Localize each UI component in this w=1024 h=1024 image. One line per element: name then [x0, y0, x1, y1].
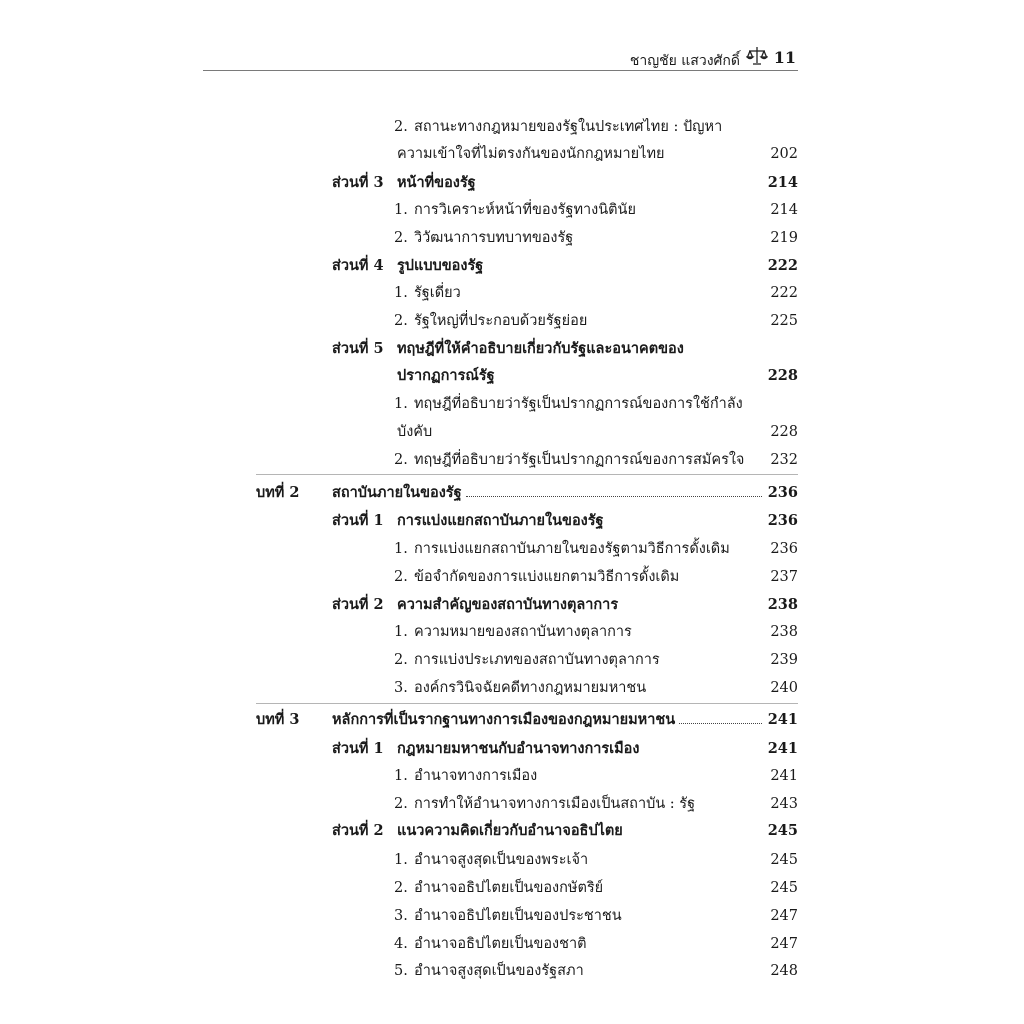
toc-item-row [0, 537, 1024, 561]
dot-leader [466, 496, 762, 497]
item-title: ข้อจำกัดของการแบ่งแยกตามวิธีการดั้งเดิม [414, 569, 680, 585]
toc-item-row [0, 226, 1024, 250]
chapter-title: หลักการที่เป็นรากฐานทางการเมืองของกฎหมายมหาชน [332, 711, 676, 728]
chapter-label: บทที่ 2 [256, 484, 300, 501]
item-title: การวิเคราะห์หน้าที่ของรัฐทางนิตินัย [414, 202, 636, 218]
item-title-continued: บังคับ [397, 424, 433, 440]
item-title: ทฤษฎีที่อธิบายว่ารัฐเป็นปรากฏการณ์ของการสมัครใจ [414, 452, 745, 468]
toc-section-row [0, 819, 1024, 843]
section-title: กฎหมายมหาชนกับอำนาจทางการเมือง [397, 740, 640, 757]
toc-chapter-row [0, 481, 1024, 505]
item-title: การแบ่งประเภทของสถาบันทางตุลาการ [414, 652, 660, 668]
chapter-divider [256, 703, 798, 704]
page-number: 202 [770, 146, 798, 162]
toc-item-row [0, 620, 1024, 644]
item-number: 4. [394, 936, 408, 952]
toc-item-row [0, 309, 1024, 333]
item-title: อำนาจอธิปไตยเป็นของชาติ [414, 936, 587, 952]
page-number: 237 [770, 569, 798, 585]
page-number: 11 [773, 48, 796, 67]
section-title: รูปแบบของรัฐ [397, 257, 484, 274]
page-number: 247 [770, 936, 798, 952]
item-number: 2. [394, 880, 408, 896]
section-title: ทฤษฎีที่ให้คำอธิบายเกี่ยวกับรัฐและอนาคตของ [397, 340, 684, 357]
section-title: ความสำคัญของสถาบันทางตุลาการ [397, 596, 619, 613]
toc-item-row [0, 281, 1024, 305]
item-number: 2. [394, 230, 408, 246]
page-number: 232 [770, 452, 798, 468]
item-title: วิวัฒนาการบทบาทของรัฐ [414, 230, 574, 246]
page-number: 219 [770, 230, 798, 246]
item-title-continued: ความเข้าใจที่ไม่ตรงกันของนักกฎหมายไทย [397, 146, 665, 162]
page-number: 248 [770, 963, 798, 979]
item-title: การแบ่งแยกสถาบันภายในของรัฐตามวิธีการดั้งเดิม [414, 541, 730, 557]
section-label: ส่วนที่ 2 [332, 596, 384, 613]
item-title: รัฐเดี่ยว [414, 285, 461, 301]
item-number: 1. [394, 285, 408, 301]
item-title: ทฤษฎีที่อธิบายว่ารัฐเป็นปรากฏการณ์ของการใช้กำลัง [414, 396, 743, 412]
page-number: 245 [767, 822, 798, 839]
item-number: 5. [394, 963, 408, 979]
page-number: 236 [767, 484, 798, 501]
item-title: สถานะทางกฎหมายของรัฐในประเทศไทย : ปัญหา [414, 119, 723, 135]
page-number: 238 [770, 624, 798, 640]
toc-section-row [0, 171, 1024, 195]
page-header [203, 48, 798, 71]
item-title: อำนาจทางการเมือง [414, 768, 538, 784]
item-number: 1. [394, 768, 408, 784]
toc-section-row [0, 254, 1024, 278]
item-number: 2. [394, 313, 408, 329]
item-number: 1. [394, 624, 408, 640]
toc-item-row [0, 764, 1024, 788]
page-number: 228 [770, 424, 798, 440]
item-title: ความหมายของสถาบันทางตุลาการ [414, 624, 632, 640]
section-label: ส่วนที่ 1 [332, 740, 384, 757]
toc-cont-row [0, 420, 1024, 444]
section-title: หน้าที่ของรัฐ [397, 174, 476, 191]
page-number: 214 [770, 202, 798, 218]
toc-section-row [0, 337, 1024, 361]
item-number: 2. [394, 652, 408, 668]
dot-leader [679, 723, 762, 724]
page-number: 238 [767, 596, 798, 613]
item-title: อำนาจสูงสุดเป็นของพระเจ้า [414, 852, 589, 868]
section-label: ส่วนที่ 1 [332, 512, 384, 529]
page-number: 243 [770, 796, 798, 812]
item-title: องค์กรวินิจฉัยคดีทางกฎหมายมหาชน [414, 680, 647, 696]
author-name: ชาญชัย แสวงศักดิ์ [629, 53, 740, 69]
item-number: 2. [394, 569, 408, 585]
toc-item-row [0, 115, 1024, 139]
item-title: อำนาจสูงสุดเป็นของรัฐสภา [414, 963, 584, 979]
page-number: 247 [770, 908, 798, 924]
toc-item-row [0, 198, 1024, 222]
item-number: 1. [394, 202, 408, 218]
chapter-label: บทที่ 3 [256, 711, 300, 728]
page-number: 241 [767, 740, 798, 757]
page-number: 236 [767, 512, 798, 529]
item-title: รัฐใหญ่ที่ประกอบด้วยรัฐย่อย [414, 313, 588, 329]
item-number: 3. [394, 680, 408, 696]
item-title: อำนาจอธิปไตยเป็นของกษัตริย์ [414, 880, 604, 896]
toc-section-row [0, 737, 1024, 761]
page-number: 240 [770, 680, 798, 696]
toc-chapter-row [0, 708, 1024, 732]
item-number: 3. [394, 908, 408, 924]
section-label: ส่วนที่ 5 [332, 340, 384, 357]
toc-item-row [0, 932, 1024, 956]
section-title-continued: ปรากฏการณ์รัฐ [397, 367, 495, 384]
page-number: 214 [767, 174, 798, 191]
section-title: การแบ่งแยกสถาบันภายในของรัฐ [397, 512, 604, 529]
item-number: 1. [394, 852, 408, 868]
page-number: 222 [770, 285, 798, 301]
item-number: 1. [394, 396, 408, 412]
toc-section-row [0, 509, 1024, 533]
page-number: 245 [770, 880, 798, 896]
page-number: 236 [770, 541, 798, 557]
toc-section-row [0, 593, 1024, 617]
section-label: ส่วนที่ 2 [332, 822, 384, 839]
item-number: 1. [394, 541, 408, 557]
item-number: 2. [394, 119, 408, 135]
toc-item-row [0, 392, 1024, 416]
section-title: แนวความคิดเกี่ยวกับอำนาจอธิปไตย [397, 822, 623, 839]
toc-cont-row [0, 142, 1024, 166]
item-number: 2. [394, 452, 408, 468]
section-label: ส่วนที่ 3 [332, 174, 384, 191]
toc-item-row [0, 792, 1024, 816]
page-number: 239 [770, 652, 798, 668]
page-number: 222 [767, 257, 798, 274]
toc-section-cont-row [0, 364, 1024, 388]
section-label: ส่วนที่ 4 [332, 257, 384, 274]
toc-item-row [0, 676, 1024, 700]
toc-item-row [0, 876, 1024, 900]
toc-item-row [0, 648, 1024, 672]
toc-item-row [0, 848, 1024, 872]
page-number: 228 [767, 367, 798, 384]
page-number: 241 [770, 768, 798, 784]
page-number: 241 [767, 711, 798, 728]
chapter-title: สถาบันภายในของรัฐ [332, 484, 462, 501]
toc-item-row [0, 565, 1024, 589]
page-number: 225 [770, 313, 798, 329]
scales-of-justice-icon [746, 45, 768, 67]
chapter-divider [256, 474, 798, 475]
item-title: อำนาจอธิปไตยเป็นของประชาชน [414, 908, 622, 924]
item-title: การทำให้อำนาจทางการเมืองเป็นสถาบัน : รัฐ [414, 796, 696, 812]
toc-item-row [0, 959, 1024, 983]
item-number: 2. [394, 796, 408, 812]
page-number: 245 [770, 852, 798, 868]
toc-item-row [0, 448, 1024, 472]
toc-item-row [0, 904, 1024, 928]
